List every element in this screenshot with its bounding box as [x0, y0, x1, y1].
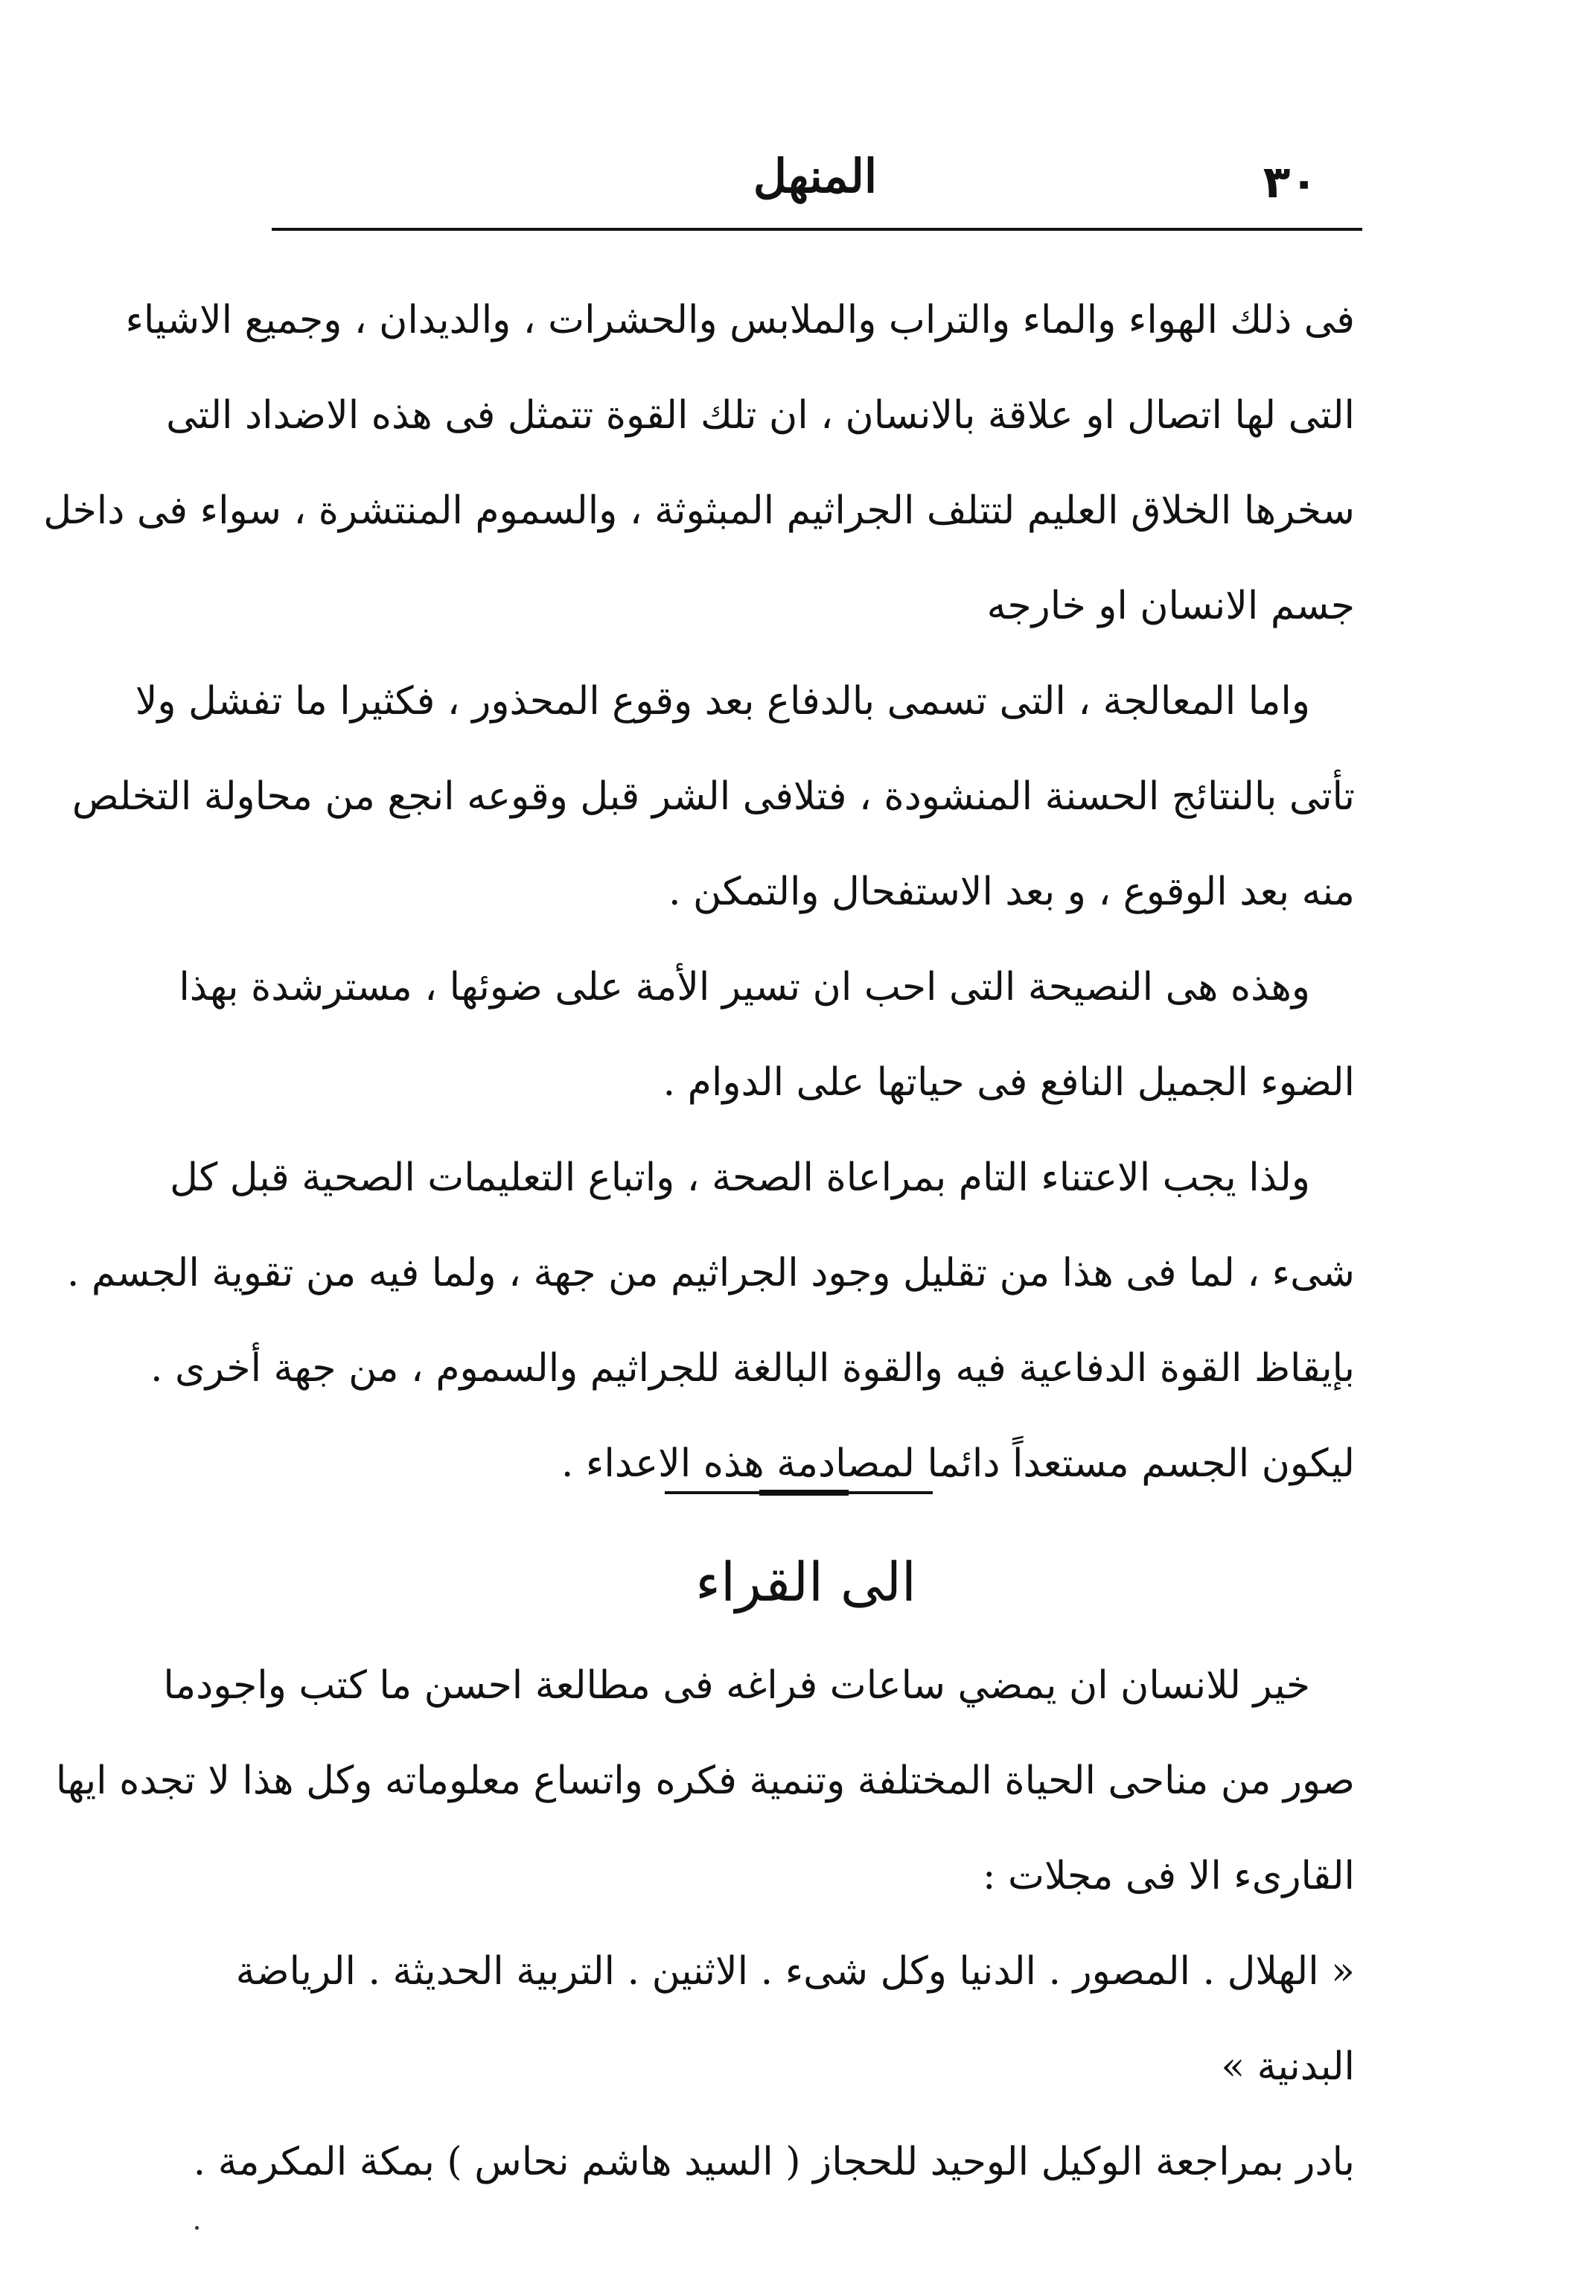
- article-line: ولذا يجب الاعتناء التام بمراعاة الصحة ، واتباع التعليمات الصحية قبل كل: [170, 1155, 1310, 1200]
- header-rule: [272, 228, 1362, 231]
- scan-speck: [195, 2226, 199, 2230]
- article-line: سخرها الخلاق العليم لتتلف الجراثيم المبثوثة ، والسموم المنتشرة ، سواء فى داخل: [43, 488, 1355, 533]
- section-line: القارىء الا فى مجلات :: [982, 1854, 1355, 1898]
- article-line: واما المعالجة ، التى تسمى بالدفاع بعد وقوع المحذور ، فكثيرا ما تفشل ولا: [135, 679, 1310, 724]
- article-line: فى ذلك الهواء والماء والتراب والملابس والحشرات ، والديدان ، وجميع الاشياء: [125, 298, 1355, 342]
- journal-title: المنهل: [753, 149, 878, 203]
- page-number: ٣٠: [1263, 156, 1318, 208]
- article-line: تأتى بالنتائج الحسنة المنشودة ، فتلافى الشر قبل وقوعه انجع من محاولة التخلص: [71, 774, 1355, 819]
- section-line: صور من مناحى الحياة المختلفة وتنمية فكره واتساع معلوماته وكل هذا لا تجده ايها: [55, 1758, 1355, 1803]
- article-line: وهذه هى النصيحة التى احب ان تسير الأمة على ضوئها ، مسترشدة بهذا: [179, 965, 1310, 1010]
- article-line: الضوء الجميل النافع فى حياتها على الدوام .: [663, 1060, 1355, 1105]
- page-header: [268, 149, 1362, 216]
- section-divider-center: [759, 1490, 849, 1496]
- article-line: بإيقاظ القوة الدفاعية فيه والقوة البالغة للجراثيم والسموم ، من جهة أخرى .: [150, 1346, 1355, 1391]
- article-line: منه بعد الوقوع ، و بعد الاستفحال والتمكن .: [668, 870, 1355, 914]
- readers-section-body: [55, 1638, 1355, 2210]
- agent-notice-line: بادر بمراجعة الوكيل الوحيد للحجاز ( السيد هاشم نحاس ) بمكة المكرمة .: [193, 2140, 1355, 2184]
- article-line: ليكون الجسم مستعداً دائما لمصادمة هذه الاعداء .: [561, 1441, 1355, 1486]
- article-line: شىء ، لما فى هذا من تقليل وجود الجراثيم من جهة ، ولما فيه من تقوية الجسم .: [66, 1251, 1355, 1295]
- article-body: [43, 272, 1355, 1511]
- article-line: التى لها اتصال او علاقة بالانسان ، ان تلك القوة تتمثل فى هذه الاضداد التى: [166, 393, 1355, 438]
- section-heading: الى القراء: [695, 1551, 916, 1613]
- article-line: جسم الانسان او خارجه: [986, 584, 1355, 628]
- magazine-list-line: « الهلال . المصور . الدنيا وكل شىء . الاثنين . التربية الحديثة . الرياضة: [235, 1949, 1355, 1994]
- magazine-list-line: البدنية »: [1221, 2044, 1355, 2089]
- section-line: خير للانسان ان يمضي ساعات فراغه فى مطالعة احسن ما كتب واجودما: [163, 1663, 1310, 1708]
